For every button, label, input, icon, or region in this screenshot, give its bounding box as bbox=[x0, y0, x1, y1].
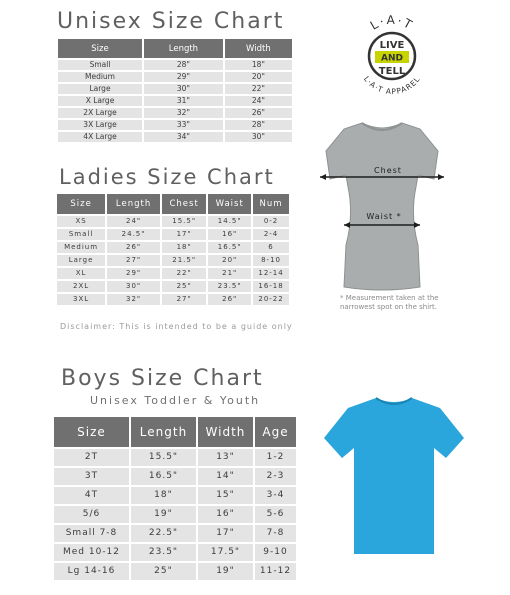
unisex-cell-length: 34" bbox=[144, 132, 223, 142]
unisex-cell-length: 28" bbox=[144, 60, 223, 70]
table-row bbox=[58, 84, 292, 94]
unisex-cell-length: 30" bbox=[144, 84, 223, 94]
ladies-cell-num: 20-22 bbox=[253, 294, 289, 305]
unisex-header-width: Width bbox=[225, 39, 292, 58]
table-row bbox=[54, 506, 296, 523]
table-row bbox=[54, 563, 296, 580]
measurement-note: * Measurement taken at the narrowest spot on the shirt. bbox=[340, 294, 439, 311]
ladies-cell-chest: 15.5" bbox=[162, 216, 206, 227]
ladies-cell-chest: 18" bbox=[162, 242, 206, 253]
boys-cell-length: 19" bbox=[131, 506, 196, 523]
unisex-cell-width: 20" bbox=[225, 72, 292, 82]
boys-cell-length: 18" bbox=[131, 487, 196, 504]
boys-cell-width: 15" bbox=[198, 487, 253, 504]
unisex-header-size: Size bbox=[58, 39, 142, 58]
ladies-cell-num: 8-10 bbox=[253, 255, 289, 266]
logo-and-text: AND bbox=[381, 53, 403, 64]
boys-cell-age: 3-4 bbox=[255, 487, 296, 504]
unisex-cell-width: 30" bbox=[225, 132, 292, 142]
ladies-cell-size: XL bbox=[57, 268, 105, 279]
ladies-cell-waist: 16.5" bbox=[208, 242, 251, 253]
boys-header-age: Age bbox=[255, 417, 296, 447]
lat-logo bbox=[348, 8, 436, 104]
unisex-cell-size: 3X Large bbox=[58, 120, 142, 130]
boys-cell-age: 9-10 bbox=[255, 544, 296, 561]
ladies-cell-num: 16-18 bbox=[253, 281, 289, 292]
boys-cell-width: 17" bbox=[198, 525, 253, 542]
boys-cell-age: 11-12 bbox=[255, 563, 296, 580]
unisex-cell-width: 18" bbox=[225, 60, 292, 70]
ladies-cell-num: 12-14 bbox=[253, 268, 289, 279]
boys-cell-width: 17.5" bbox=[198, 544, 253, 561]
table-row bbox=[58, 60, 292, 70]
logo-top-text: L·A·T bbox=[367, 12, 417, 33]
ladies-cell-length: 32" bbox=[107, 294, 160, 305]
boys-table-body bbox=[54, 449, 296, 580]
unisex-cell-length: 31" bbox=[144, 96, 223, 106]
table-row bbox=[54, 525, 296, 542]
boys-cell-width: 19" bbox=[198, 563, 253, 580]
disclaimer-text: Disclaimer: This is intended to be a guide only bbox=[60, 322, 293, 331]
boys-cell-width: 16" bbox=[198, 506, 253, 523]
ladies-tshirt-shape bbox=[326, 123, 438, 290]
ladies-table-body bbox=[57, 216, 289, 305]
unisex-header-length: Length bbox=[144, 39, 223, 58]
table-row bbox=[57, 255, 289, 266]
ladies-header-length: Length bbox=[107, 194, 160, 214]
ladies-cell-length: 27" bbox=[107, 255, 160, 266]
boys-cell-size: 4T bbox=[54, 487, 129, 504]
ladies-cell-chest: 27" bbox=[162, 294, 206, 305]
ladies-cell-length: 30" bbox=[107, 281, 160, 292]
unisex-cell-width: 24" bbox=[225, 96, 292, 106]
ladies-cell-num: 2-4 bbox=[253, 229, 289, 240]
boys-subtitle: Unisex Toddler & Youth bbox=[90, 394, 261, 407]
unisex-cell-width: 26" bbox=[225, 108, 292, 118]
unisex-cell-size: Large bbox=[58, 84, 142, 94]
ladies-cell-length: 26" bbox=[107, 242, 160, 253]
ladies-header-chest: Chest bbox=[162, 194, 206, 214]
ladies-cell-chest: 17" bbox=[162, 229, 206, 240]
table-row bbox=[54, 449, 296, 466]
table-row bbox=[58, 72, 292, 82]
ladies-cell-size: XS bbox=[57, 216, 105, 227]
ladies-cell-waist: 16" bbox=[208, 229, 251, 240]
ladies-cell-chest: 21.5" bbox=[162, 255, 206, 266]
ladies-cell-size: Large bbox=[57, 255, 105, 266]
boys-cell-length: 15.5" bbox=[131, 449, 196, 466]
boys-cell-age: 7-8 bbox=[255, 525, 296, 542]
boys-header-size: Size bbox=[54, 417, 129, 447]
boys-cell-size: 5/6 bbox=[54, 506, 129, 523]
boys-cell-size: Small 7-8 bbox=[54, 525, 129, 542]
ladies-header-size: Size bbox=[57, 194, 105, 214]
ladies-tshirt-image bbox=[312, 115, 452, 295]
ladies-cell-size: 2XL bbox=[57, 281, 105, 292]
boys-cell-width: 14" bbox=[198, 468, 253, 485]
ladies-title: Ladies Size Chart bbox=[59, 165, 275, 189]
boys-cell-size: 3T bbox=[54, 468, 129, 485]
boys-cell-length: 25" bbox=[131, 563, 196, 580]
chest-label: Chest bbox=[374, 166, 402, 175]
unisex-cell-length: 33" bbox=[144, 120, 223, 130]
table-row bbox=[54, 468, 296, 485]
ladies-cell-waist: 20" bbox=[208, 255, 251, 266]
unisex-cell-size: 4X Large bbox=[58, 132, 142, 142]
boys-size-table bbox=[52, 415, 298, 582]
ladies-cell-waist: 26" bbox=[208, 294, 251, 305]
ladies-cell-length: 24.5" bbox=[107, 229, 160, 240]
table-row bbox=[57, 268, 289, 279]
boys-cell-age: 2-3 bbox=[255, 468, 296, 485]
unisex-cell-size: Medium bbox=[58, 72, 142, 82]
boys-cell-length: 22.5" bbox=[131, 525, 196, 542]
ladies-cell-num: 6 bbox=[253, 242, 289, 253]
ladies-header-row bbox=[57, 194, 289, 214]
ladies-header-waist: Waist bbox=[208, 194, 251, 214]
logo-bottom-text: L·A·T APPAREL bbox=[361, 74, 423, 97]
table-row bbox=[58, 96, 292, 106]
boys-cell-size: 2T bbox=[54, 449, 129, 466]
unisex-header-row bbox=[58, 39, 292, 58]
ladies-cell-chest: 22" bbox=[162, 268, 206, 279]
boys-cell-length: 16.5" bbox=[131, 468, 196, 485]
table-row bbox=[58, 132, 292, 142]
ladies-cell-length: 24" bbox=[107, 216, 160, 227]
table-row bbox=[57, 281, 289, 292]
boys-cell-width: 13" bbox=[198, 449, 253, 466]
boys-cell-size: Lg 14-16 bbox=[54, 563, 129, 580]
table-row bbox=[58, 108, 292, 118]
ladies-cell-size: Small bbox=[57, 229, 105, 240]
boys-header-width: Width bbox=[198, 417, 253, 447]
unisex-cell-size: 2X Large bbox=[58, 108, 142, 118]
boys-cell-size: Med 10-12 bbox=[54, 544, 129, 561]
ladies-cell-size: 3XL bbox=[57, 294, 105, 305]
ladies-cell-length: 29" bbox=[107, 268, 160, 279]
table-row bbox=[54, 544, 296, 561]
table-row bbox=[54, 487, 296, 504]
boys-cell-length: 23.5" bbox=[131, 544, 196, 561]
unisex-cell-length: 29" bbox=[144, 72, 223, 82]
ladies-size-table bbox=[55, 192, 291, 307]
ladies-header-num: Num bbox=[253, 194, 289, 214]
boys-cell-age: 5-6 bbox=[255, 506, 296, 523]
unisex-cell-width: 28" bbox=[225, 120, 292, 130]
unisex-cell-size: Small bbox=[58, 60, 142, 70]
unisex-table-body bbox=[58, 60, 292, 142]
boys-title: Boys Size Chart bbox=[61, 366, 264, 391]
ladies-cell-chest: 25" bbox=[162, 281, 206, 292]
chest-arrow-left-icon bbox=[320, 174, 326, 180]
ladies-cell-waist: 23.5" bbox=[208, 281, 251, 292]
boys-header-length: Length bbox=[131, 417, 196, 447]
boys-cell-age: 1-2 bbox=[255, 449, 296, 466]
logo-live-text: LIVE bbox=[379, 40, 405, 51]
table-row bbox=[57, 242, 289, 253]
unisex-cell-size: X Large bbox=[58, 96, 142, 106]
unisex-cell-width: 22" bbox=[225, 84, 292, 94]
unisex-title: Unisex Size Chart bbox=[57, 9, 285, 34]
waist-arrow-left-icon bbox=[344, 222, 350, 228]
boys-header-row bbox=[54, 417, 296, 447]
table-row bbox=[57, 216, 289, 227]
chest-arrow-right-icon bbox=[438, 174, 444, 180]
logo-tell-text: TELL bbox=[378, 66, 406, 77]
boys-tshirt-image bbox=[322, 394, 466, 558]
table-row bbox=[57, 229, 289, 240]
waist-arrow-right-icon bbox=[414, 222, 420, 228]
unisex-cell-length: 32" bbox=[144, 108, 223, 118]
table-row bbox=[57, 294, 289, 305]
boys-tshirt-shape bbox=[324, 398, 464, 554]
ladies-cell-waist: 14.5" bbox=[208, 216, 251, 227]
table-row bbox=[58, 120, 292, 130]
ladies-cell-size: Medium bbox=[57, 242, 105, 253]
ladies-cell-num: 0-2 bbox=[253, 216, 289, 227]
waist-label: Waist * bbox=[366, 212, 402, 221]
ladies-cell-waist: 21" bbox=[208, 268, 251, 279]
unisex-size-table bbox=[56, 37, 294, 144]
